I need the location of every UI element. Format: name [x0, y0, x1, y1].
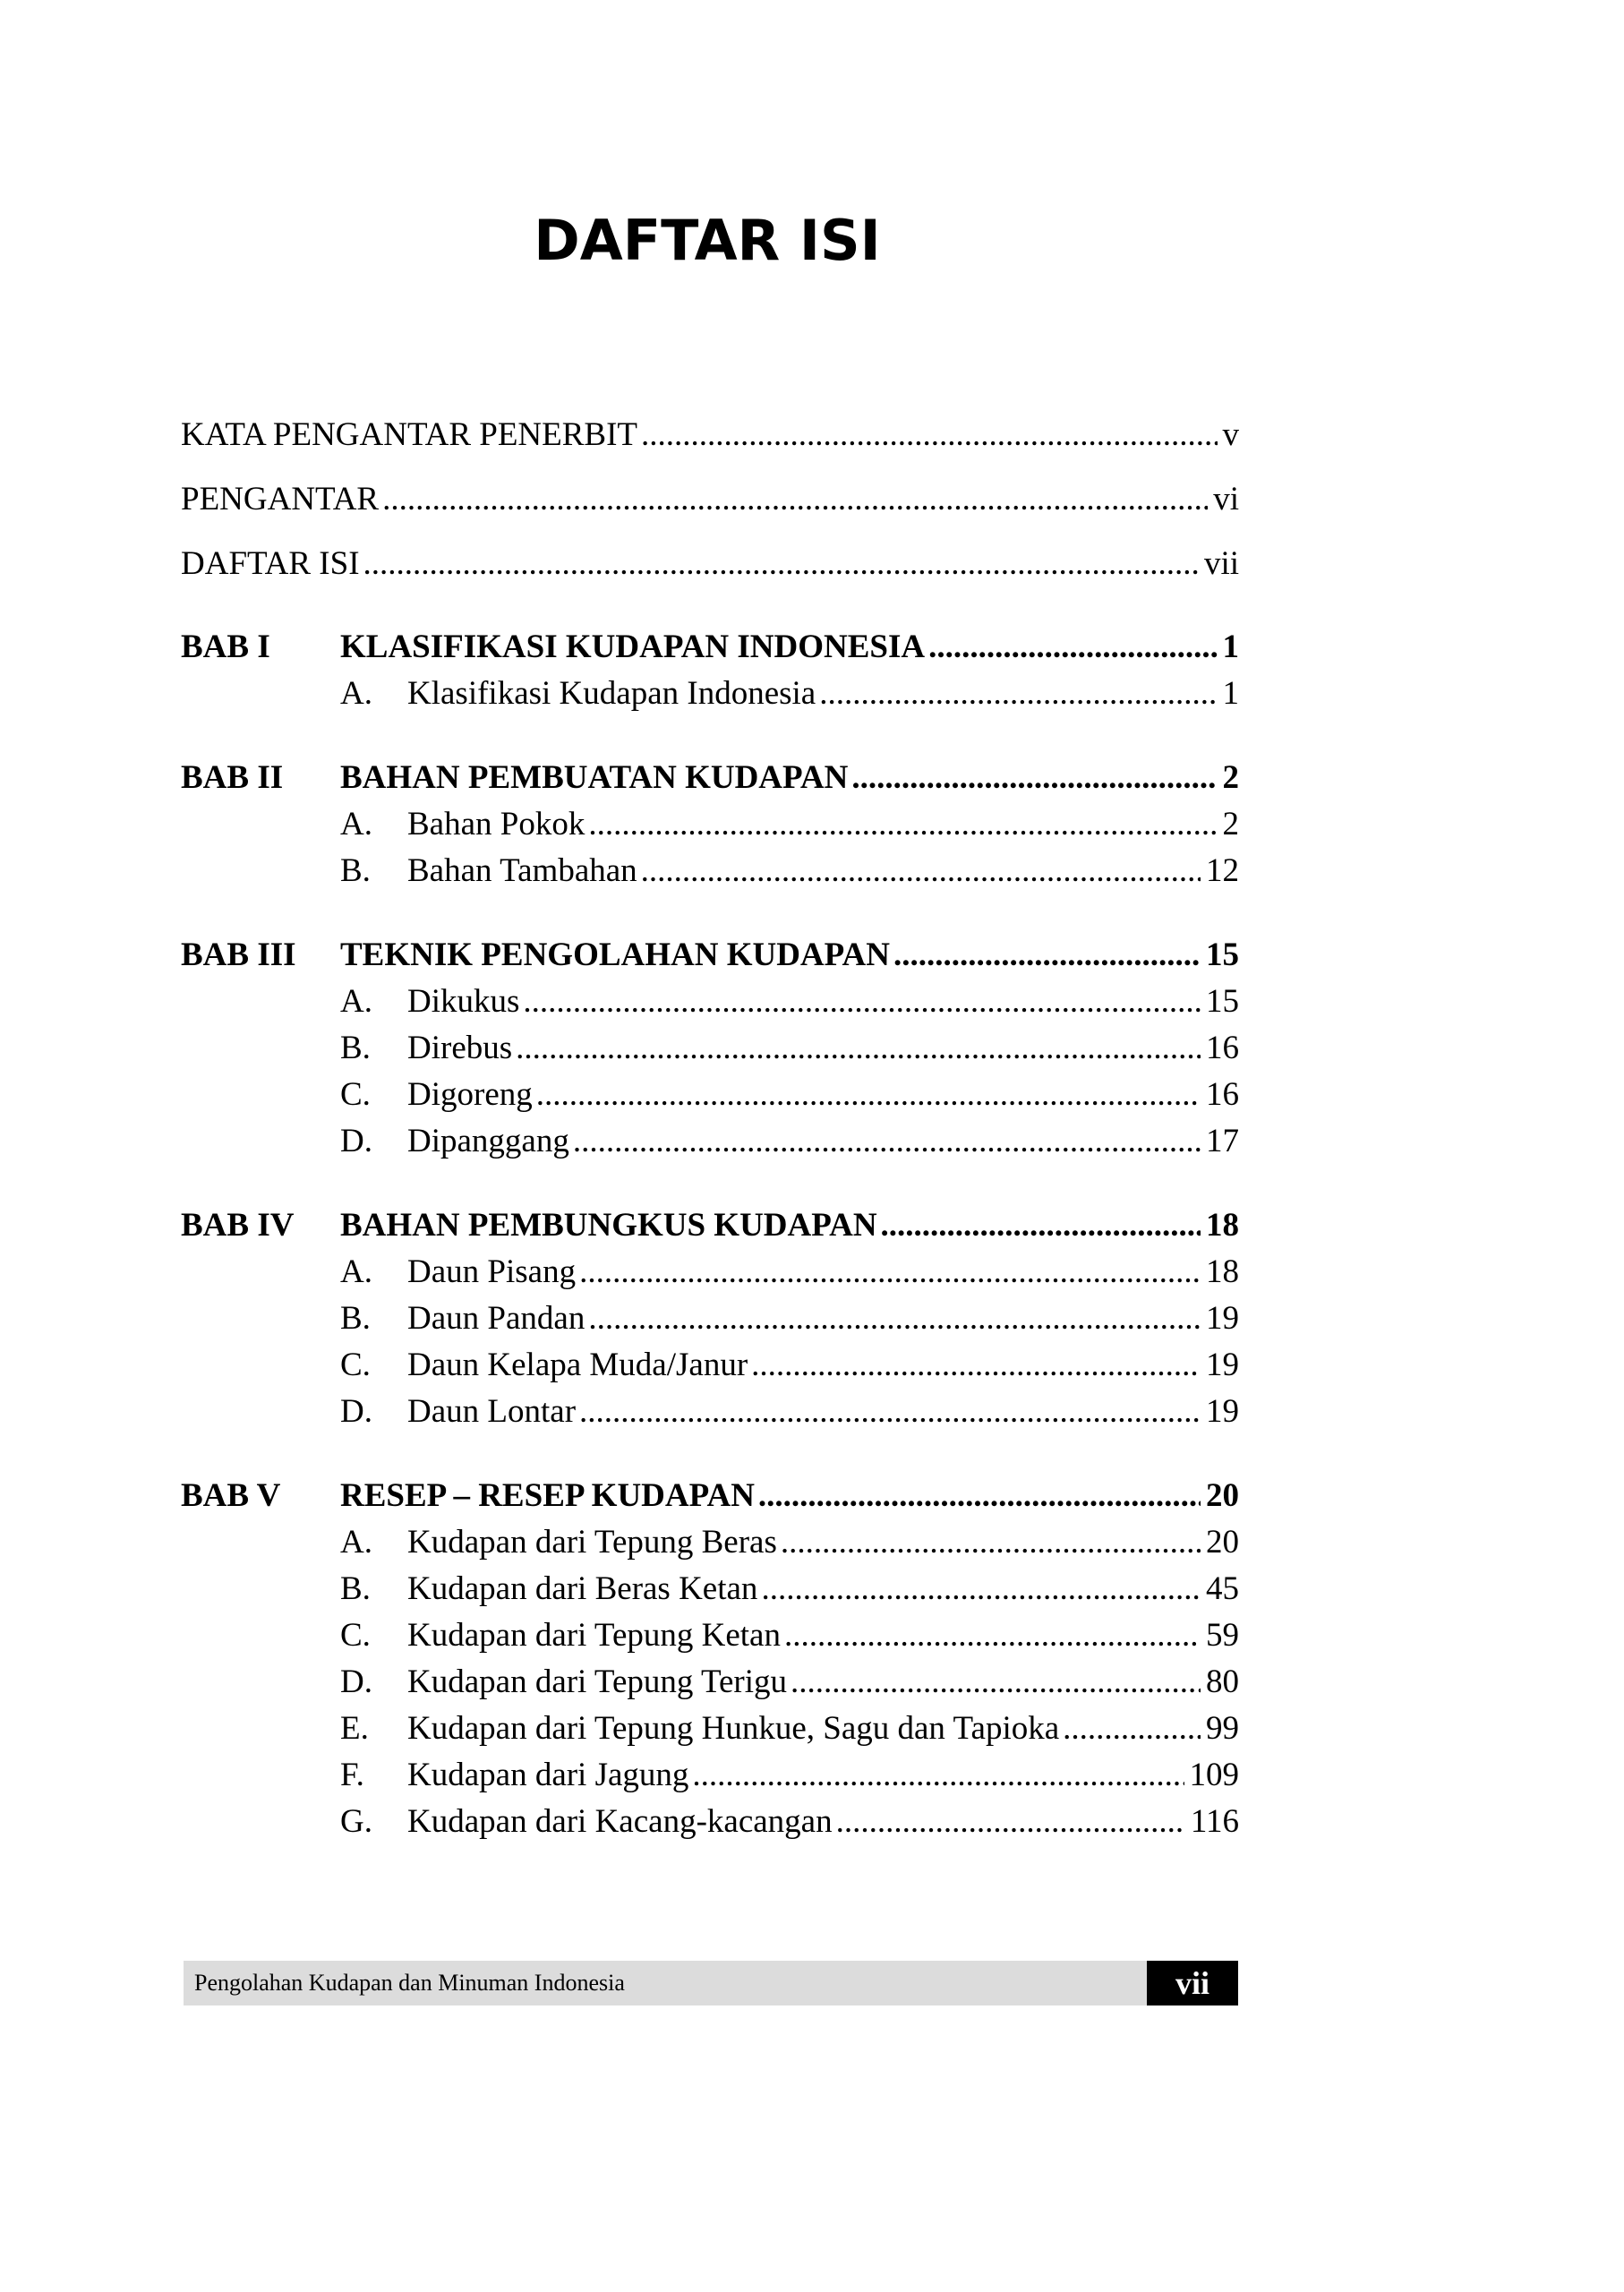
section-title: Kudapan dari Kacang-kacangan: [407, 1803, 833, 1840]
section-letter: C.: [340, 1617, 371, 1654]
toc-section-entry[interactable]: [340, 1569, 1239, 1610]
dot-leader: [758, 1475, 1201, 1517]
toc-section-entry[interactable]: [340, 1298, 1239, 1339]
toc-entry-page: 116: [1190, 1803, 1239, 1840]
toc-chapter-entry[interactable]: [340, 1205, 1239, 1246]
toc-entry-front-3[interactable]: [181, 543, 1239, 585]
section-letter: B.: [340, 1570, 371, 1607]
dot-leader: [761, 1569, 1201, 1610]
section-title: Kudapan dari Tepung Terigu: [407, 1663, 787, 1700]
section-title: Bahan Pokok: [407, 806, 585, 842]
section-title: Kudapan dari Beras Ketan: [407, 1570, 758, 1607]
dot-leader: [751, 1345, 1201, 1386]
toc-entry-front-1[interactable]: [181, 415, 1239, 456]
toc-section-entry[interactable]: [340, 1615, 1239, 1656]
toc-chapter-entry[interactable]: [340, 757, 1239, 799]
section-title: Kudapan dari Jagung: [407, 1757, 689, 1793]
dot-leader: [573, 1121, 1201, 1162]
toc-entry-page: 12: [1206, 852, 1239, 889]
section-title: Daun Kelapa Muda/Janur: [407, 1347, 748, 1383]
section-title: Daun Lontar: [407, 1393, 577, 1430]
dot-leader: [781, 1522, 1201, 1563]
dot-leader: [382, 479, 1208, 520]
footer-book-title: Pengolahan Kudapan dan Minuman Indonesia: [194, 1970, 625, 1996]
toc-entry-page: 2: [1222, 806, 1239, 842]
chapter-title: BAHAN PEMBUATAN KUDAPAN: [340, 759, 849, 796]
toc-entry-page: v: [1222, 416, 1239, 453]
toc-entry-label: PENGANTAR: [181, 481, 380, 517]
section-title: Kudapan dari Tepung Beras: [407, 1524, 777, 1561]
toc-section-entry[interactable]: [340, 1345, 1239, 1386]
section-letter: C.: [340, 1076, 371, 1113]
chapter-title: KLASIFIKASI KUDAPAN INDONESIA: [340, 629, 926, 665]
toc-entry-page: 19: [1206, 1347, 1239, 1383]
section-title: Bahan Tambahan: [407, 852, 637, 889]
section-letter: F.: [340, 1757, 364, 1793]
toc-entry-page: 16: [1206, 1030, 1239, 1066]
toc-entry-page: 1: [1222, 629, 1239, 665]
dot-leader: [641, 415, 1217, 456]
section-title: Digoreng: [407, 1076, 533, 1113]
toc-section-entry[interactable]: [340, 1755, 1239, 1796]
toc-entry-label: DAFTAR ISI: [181, 545, 360, 582]
section-letter: B.: [340, 1030, 371, 1066]
section-title: Daun Pandan: [407, 1300, 585, 1337]
toc-section-entry[interactable]: [340, 1708, 1239, 1749]
section-letter: A.: [340, 806, 372, 842]
dot-leader: [836, 1801, 1185, 1843]
section-letter: E.: [340, 1710, 369, 1747]
toc-entry-page: 59: [1206, 1617, 1239, 1654]
dot-leader: [516, 1028, 1201, 1069]
footer-page-number: vii: [1147, 1961, 1238, 2006]
section-letter: D.: [340, 1123, 372, 1159]
toc-entry-front-2[interactable]: [181, 479, 1239, 520]
toc-entry-page: 19: [1206, 1300, 1239, 1337]
dot-leader: [819, 673, 1217, 714]
section-title: Dipanggang: [407, 1123, 569, 1159]
chapter-title: TEKNIK PENGOLAHAN KUDAPAN: [340, 936, 890, 973]
chapter-title: RESEP – RESEP KUDAPAN: [340, 1477, 755, 1514]
dot-leader: [791, 1662, 1201, 1703]
toc-entry-page: 109: [1189, 1757, 1239, 1793]
toc-entry-page: 1: [1222, 675, 1239, 712]
page-title: DAFTAR ISI: [534, 208, 881, 273]
dot-leader: [588, 1298, 1201, 1339]
toc-section-entry[interactable]: [340, 1028, 1239, 1069]
toc-entry-page: 2: [1222, 759, 1239, 796]
section-title: Daun Pisang: [407, 1253, 577, 1290]
toc-section-entry[interactable]: [340, 1121, 1239, 1162]
section-letter: A.: [340, 1524, 372, 1561]
toc-entry-page: 45: [1206, 1570, 1239, 1607]
dot-leader: [1063, 1708, 1201, 1749]
dot-leader: [784, 1615, 1201, 1656]
section-letter: B.: [340, 1300, 371, 1337]
toc-entry-page: 18: [1206, 1207, 1239, 1244]
section-letter: A.: [340, 675, 372, 712]
dot-leader: [523, 981, 1201, 1022]
chapter-number: BAB V: [181, 1477, 281, 1514]
section-letter: D.: [340, 1393, 372, 1430]
toc-section-entry[interactable]: [340, 1662, 1239, 1703]
section-letter: B.: [340, 852, 371, 889]
toc-entry-page: 19: [1206, 1393, 1239, 1430]
toc-entry-page: 80: [1206, 1663, 1239, 1700]
toc-entry-page: 15: [1206, 983, 1239, 1020]
toc-entry-page: 15: [1206, 936, 1239, 973]
toc-chapter-entry[interactable]: [340, 935, 1239, 976]
dot-leader: [641, 851, 1201, 892]
toc-chapter-entry[interactable]: [340, 627, 1239, 668]
toc-section-entry[interactable]: [340, 981, 1239, 1022]
chapter-title: BAHAN PEMBUNGKUS KUDAPAN: [340, 1207, 877, 1244]
toc-section-entry[interactable]: [340, 1801, 1239, 1843]
section-title: Klasifikasi Kudapan Indonesia: [407, 675, 816, 712]
dot-leader: [536, 1074, 1201, 1116]
section-title: Kudapan dari Tepung Ketan: [407, 1617, 781, 1654]
section-letter: G.: [340, 1803, 372, 1840]
toc-section-entry[interactable]: [340, 1391, 1239, 1432]
toc-entry-page: 20: [1206, 1524, 1239, 1561]
section-letter: D.: [340, 1663, 372, 1700]
section-title: Direbus: [407, 1030, 513, 1066]
dot-leader: [881, 1205, 1201, 1246]
dot-leader: [692, 1755, 1184, 1796]
section-letter: A.: [340, 1253, 372, 1290]
dot-leader: [588, 804, 1217, 845]
toc-entry-label: KATA PENGANTAR PENERBIT: [181, 416, 638, 453]
toc-entry-page: 17: [1206, 1123, 1239, 1159]
toc-section-entry[interactable]: [340, 1522, 1239, 1563]
toc-entry-page: 20: [1206, 1477, 1239, 1514]
dot-leader: [893, 935, 1201, 976]
chapter-number: BAB III: [181, 936, 296, 973]
section-title: Dikukus: [407, 983, 520, 1020]
section-title: Kudapan dari Tepung Hunkue, Sagu dan Tapioka: [407, 1710, 1060, 1747]
dot-leader: [363, 543, 1199, 585]
toc-section-entry[interactable]: [340, 673, 1239, 714]
toc-entry-page: vii: [1203, 545, 1239, 582]
toc-entry-page: 18: [1206, 1253, 1239, 1290]
toc-entry-page: vi: [1213, 481, 1239, 517]
toc-chapter-entry[interactable]: [340, 1475, 1239, 1517]
toc-section-entry[interactable]: [340, 804, 1239, 845]
section-letter: C.: [340, 1347, 371, 1383]
dot-leader: [579, 1391, 1201, 1432]
dot-leader: [851, 757, 1217, 799]
chapter-number: BAB II: [181, 759, 284, 796]
toc-section-entry[interactable]: [340, 851, 1239, 892]
dot-leader: [928, 627, 1217, 668]
toc-entry-page: 99: [1206, 1710, 1239, 1747]
section-letter: A.: [340, 983, 372, 1020]
chapter-number: BAB IV: [181, 1207, 295, 1244]
dot-leader: [579, 1252, 1201, 1293]
chapter-number: BAB I: [181, 629, 270, 665]
toc-section-entry[interactable]: [340, 1252, 1239, 1293]
toc-entry-page: 16: [1206, 1076, 1239, 1113]
toc-section-entry[interactable]: [340, 1074, 1239, 1116]
